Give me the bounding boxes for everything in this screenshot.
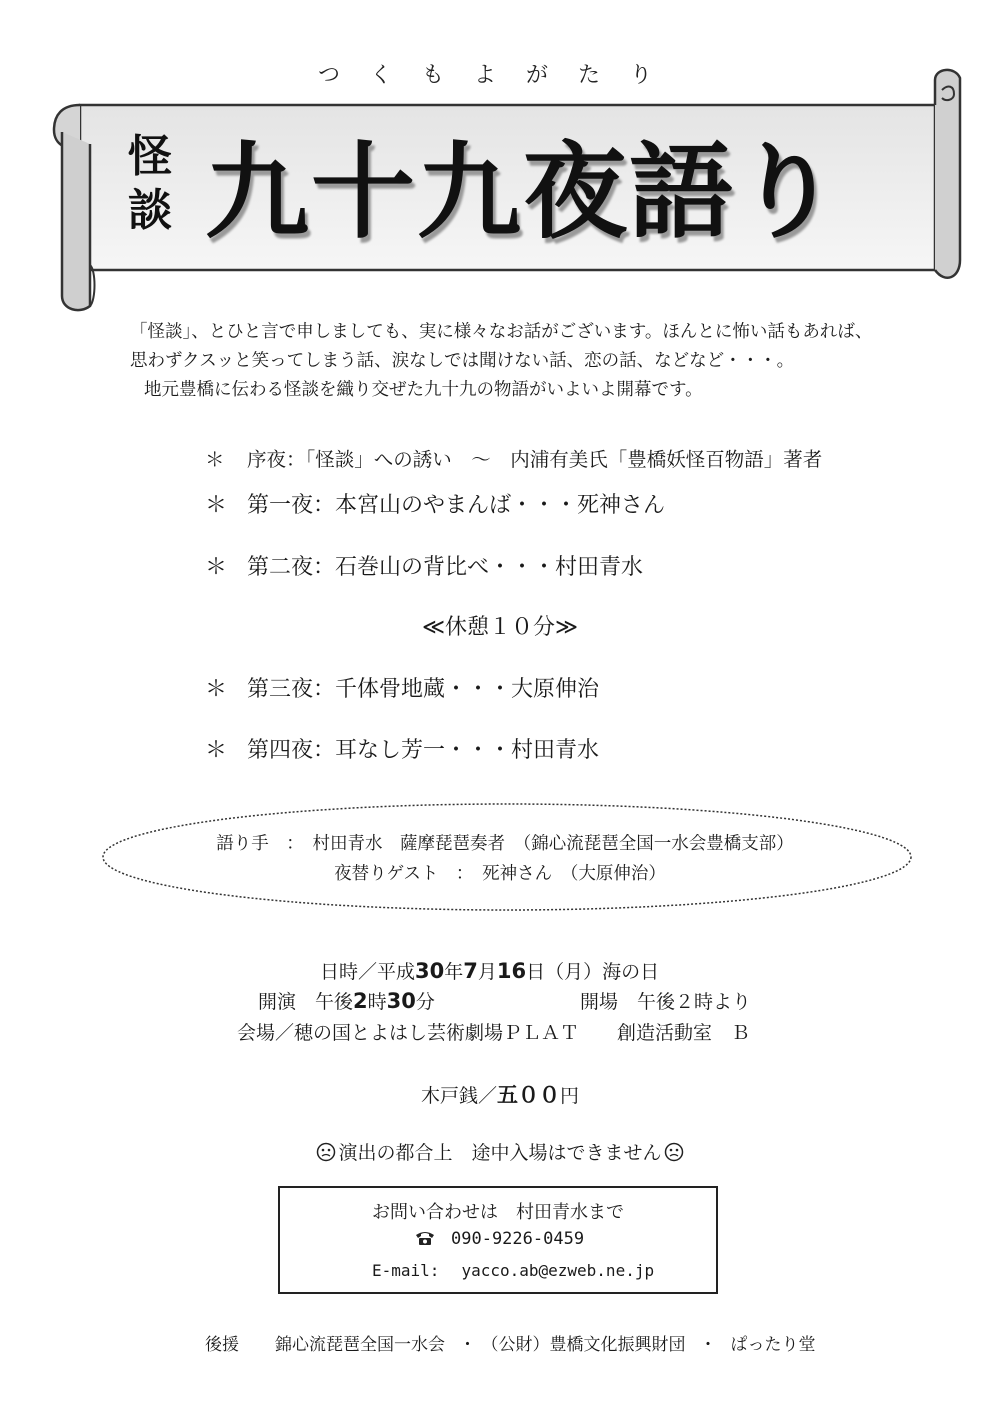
intro-line: 「怪談」、とひと言で申しましても、実に様々なお話がございます。ほんとに怖い話もあれば、 bbox=[130, 322, 873, 342]
asterisk-icon: ＊ bbox=[205, 448, 225, 471]
program-item-night-1 bbox=[205, 488, 665, 519]
program-item-text: 序夜：「怪談」への誘い ～ 内浦有美氏「豊橋妖怪百物語」著者 bbox=[247, 448, 823, 471]
program-item-text: 第二夜：石巻山の背比べ・・・村田青水 bbox=[247, 555, 644, 580]
sponsor-label: 後援 bbox=[205, 1335, 239, 1355]
entry-notice bbox=[0, 1138, 1000, 1165]
email-label: E-mail: bbox=[372, 1261, 440, 1280]
admission-fee: 木戸銭／五００円 bbox=[420, 1083, 580, 1107]
sponsor-item: （公財）豊橋文化振興財団 bbox=[490, 1335, 686, 1355]
contact-title: お問い合わせは 村田青水まで bbox=[372, 1202, 624, 1223]
intro-text bbox=[130, 318, 910, 405]
contact-email bbox=[372, 1261, 654, 1280]
guest-line: 夜替りゲスト ： 死神さん （大原伸治） bbox=[334, 864, 666, 884]
notice-text: 演出の都合上 途中入場はできません bbox=[338, 1142, 662, 1164]
intro-line: 地元豊橋に伝わる怪談を織り交ぜた九十九の物語がいよいよ開幕です。 bbox=[144, 380, 703, 400]
contact-phone bbox=[415, 1229, 584, 1249]
storyteller-line: 語り手 ： 村田青水 薩摩琵琶奏者 （錦心流琵琶全国一水会豊橋支部） bbox=[216, 834, 794, 854]
asterisk-icon: ＊ bbox=[205, 677, 228, 702]
intro-line: 思わずクスッと笑ってしまう話、涙なしでは聞けない話、恋の話、などなど・・・。 bbox=[130, 351, 795, 371]
asterisk-icon: ＊ bbox=[205, 493, 228, 518]
program-item-text: 第四夜：耳なし芳一・・・村田青水 bbox=[247, 738, 600, 763]
program-item-night-2 bbox=[205, 550, 643, 581]
main-title: 九十九夜語り bbox=[205, 130, 842, 253]
performers-ellipse bbox=[100, 800, 915, 915]
program-item-night-4 bbox=[205, 733, 599, 764]
intermission-label: ≪休憩１０分≫ bbox=[421, 615, 579, 640]
ghost-face-icon bbox=[664, 1142, 684, 1162]
sponsor-separator: ・ bbox=[699, 1335, 717, 1355]
program-item-text: 第三夜：千体骨地蔵・・・大原伸治 bbox=[247, 677, 600, 702]
doors-time: 開場 午後２時より bbox=[580, 991, 752, 1013]
email-address[interactable]: yacco.ab@ezweb.ne.jp bbox=[461, 1261, 655, 1280]
title-furigana: つくもよがたり bbox=[317, 63, 682, 88]
asterisk-icon: ＊ bbox=[205, 555, 228, 580]
program-item-prologue bbox=[205, 444, 822, 472]
asterisk-icon: ＊ bbox=[205, 738, 228, 763]
telephone-icon bbox=[415, 1230, 435, 1246]
start-time: 開演 午後2時30分 bbox=[258, 989, 435, 1013]
program-item-night-3 bbox=[205, 672, 599, 703]
sponsor-item: 錦心流琵琶全国一水会 bbox=[275, 1335, 445, 1355]
kaidan-label: 怪談 bbox=[128, 131, 172, 236]
sponsor-separator: ・ bbox=[459, 1335, 476, 1355]
venue: 会場／穂の国とよはし芸術劇場ＰＬＡＴ 創造活動室 Ｂ bbox=[237, 1022, 751, 1044]
sponsors-line bbox=[205, 1330, 830, 1355]
event-date: 日時／平成30年7月16日（月）海の日 bbox=[320, 959, 660, 983]
ghost-face-icon bbox=[316, 1142, 336, 1162]
program-item-text: 第一夜：本宮山のやまんば・・・死神さん bbox=[247, 493, 666, 518]
phone-number[interactable]: 090-9226-0459 bbox=[451, 1229, 585, 1249]
sponsor-item: ぱったり堂 bbox=[730, 1335, 816, 1355]
